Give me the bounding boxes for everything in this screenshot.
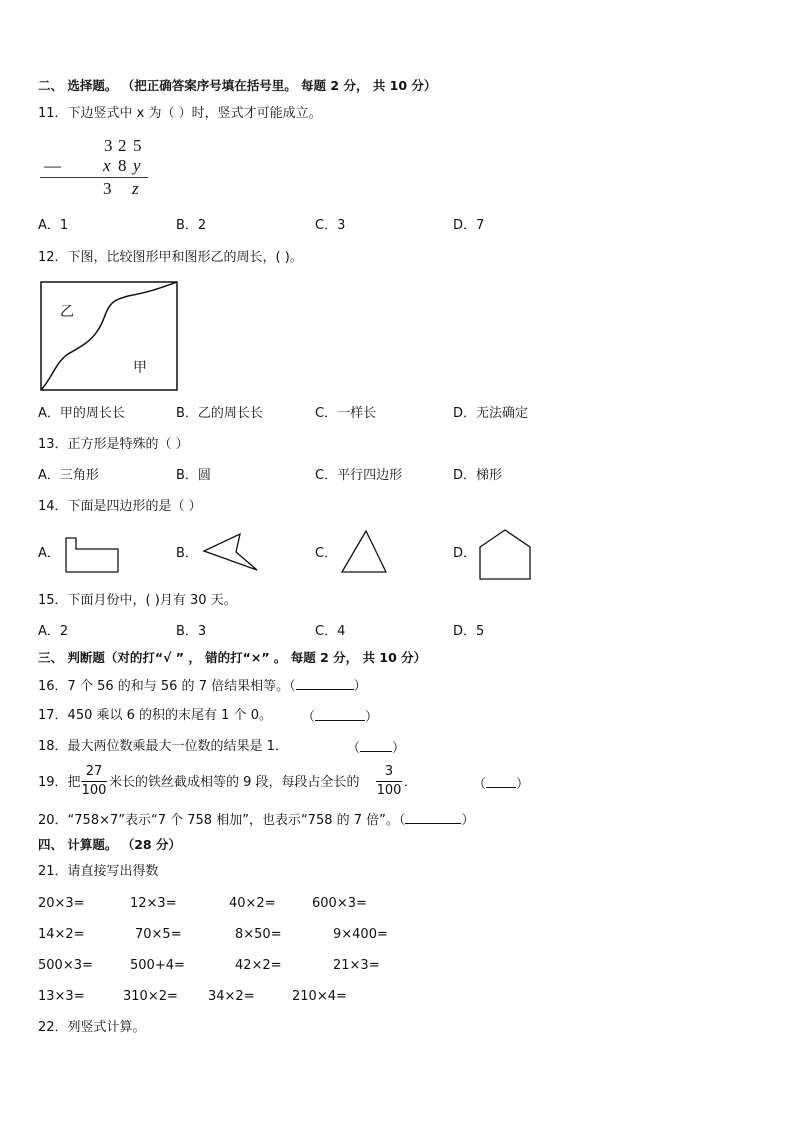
q21-r4-c2: 310×2= — [123, 989, 178, 1004]
q19-mid: 米长的铁丝截成相等的 9 段，每段占全长的 — [109, 775, 360, 790]
section-4-title: 四、 计算题。 （28 分） — [38, 837, 181, 852]
q18-text: 18．最大两位数乘最大一位数的结果是 1． — [38, 739, 288, 754]
q19-post: ． — [404, 775, 418, 790]
q16-line — [38, 677, 367, 695]
q22-stem: 22．列竖式计算。 — [38, 1020, 146, 1035]
q19-frac1-denominator: 100 — [81, 783, 107, 798]
q18-close-paren: ） — [392, 741, 406, 756]
q13-option-c[interactable]: C．平行四边形 — [315, 468, 403, 483]
q19-answer-blank[interactable] — [486, 775, 516, 788]
q14-option-b[interactable]: B． — [176, 546, 198, 561]
q21-r1-c2: 12×3= — [130, 896, 177, 911]
section-2-title: 二、 选择题。 （把正确答案序号填在括号里。 每题 2 分， 共 10 分） — [38, 78, 437, 93]
q19-fraction-3-100 — [376, 764, 402, 799]
q11-row2-8: 8 — [118, 156, 127, 175]
q19-frac2-numerator: 3 — [384, 764, 394, 779]
q20-close-paren: ） — [461, 813, 475, 828]
q21-r1-c4: 600×3= — [312, 896, 367, 911]
q15-stem: 15．下面月份中，( )月有 30 天。 — [38, 593, 237, 608]
q19-frac1-bar — [81, 781, 107, 782]
q11-row2-y: y — [133, 156, 141, 175]
q11-option-b[interactable]: B．2 — [176, 218, 207, 233]
q21-r2-c2: 70×5= — [135, 927, 182, 942]
q20-text: 20．“758×7”表示“7 个 758 相加”，也表示“758 的 7 倍”。（ — [38, 813, 406, 828]
q20-line — [38, 811, 474, 829]
q11-row3-3: 3 — [103, 179, 112, 198]
q12-option-a[interactable]: A．甲的周长长 — [38, 406, 125, 421]
q12-label-jia: 甲 — [133, 360, 147, 376]
q14-hexagon-l-shape — [66, 538, 118, 572]
q18-answer — [347, 739, 405, 757]
section-3-title: 三、 判断题（对的打“√ ” ， 错的打“×” 。 每题 2 分， 共 10 分） — [38, 650, 427, 665]
q21-r3-c2: 500+4= — [130, 958, 185, 973]
q12-label-yi: 乙 — [60, 304, 74, 320]
q11-stem: 11．下边竖式中 x 为（ ）时，竖式才可能成立。 — [38, 106, 322, 121]
q19-frac2-denominator: 100 — [376, 783, 402, 798]
q18-answer-blank[interactable] — [360, 739, 392, 752]
q14-concave-quadrilateral — [204, 534, 257, 570]
q13-option-a[interactable]: A．三角形 — [38, 468, 99, 483]
q21-r2-c1: 14×2= — [38, 927, 85, 942]
q17-open-paren: （ — [302, 710, 316, 725]
q21-r2-c3: 8×50= — [235, 927, 282, 942]
q19-open-paren: （ — [473, 777, 487, 792]
q14-option-a[interactable]: A． — [38, 546, 60, 561]
q21-r4-c4: 210×4= — [292, 989, 347, 1004]
q12-option-c[interactable]: C．一样长 — [315, 406, 377, 421]
q15-option-b[interactable]: B．3 — [176, 624, 207, 639]
q21-r4-c1: 13×3= — [38, 989, 85, 1004]
q14-option-d[interactable]: D． — [453, 546, 477, 561]
q11-option-d[interactable]: D．7 — [453, 218, 485, 233]
q21-r3-c4: 21×3= — [333, 958, 380, 973]
q11-row3-z: z — [132, 179, 139, 198]
q12-option-d[interactable]: D．无法确定 — [453, 406, 529, 421]
q11-minus-sign: — — [44, 156, 61, 175]
q16-close-paren: ） — [353, 679, 367, 694]
q21-stem: 21．请直接写出得数 — [38, 864, 159, 879]
q19-answer — [473, 775, 529, 793]
q15-option-a[interactable]: A．2 — [38, 624, 69, 639]
q21-r1-c3: 40×2= — [229, 896, 276, 911]
q13-option-d[interactable]: D．梯形 — [453, 468, 503, 483]
q11-option-a[interactable]: A．1 — [38, 218, 69, 233]
q21-r3-c3: 42×2= — [235, 958, 282, 973]
q11-option-c[interactable]: C．3 — [315, 218, 346, 233]
q14-option-c[interactable]: C． — [315, 546, 338, 561]
q13-option-b[interactable]: B．圆 — [176, 468, 211, 483]
q17-answer-blank[interactable] — [315, 708, 365, 721]
q16-answer-blank[interactable] — [296, 677, 354, 690]
q11-row1-d2: 2 — [118, 136, 127, 155]
q16-text: 16．7 个 56 的和与 56 的 7 倍结果相等。（ — [38, 679, 296, 694]
q19-frac1-numerator: 27 — [85, 764, 103, 779]
q17-answer — [302, 708, 378, 726]
q11-row2-x: x — [103, 156, 111, 175]
q21-r1-c1: 20×3= — [38, 896, 85, 911]
q11-row1-d1: 3 — [104, 136, 113, 155]
q14-triangle — [342, 531, 386, 572]
q17-text: 17．450 乘以 6 的积的末尾有 1 个 0。 — [38, 708, 272, 723]
q11-row1-d3: 5 — [133, 136, 142, 155]
q17-close-paren: ） — [365, 710, 379, 725]
q19-frac2-bar — [376, 781, 402, 782]
q19-pre: 19．把 — [38, 775, 81, 790]
q14-pentagon — [480, 530, 530, 579]
q12-option-b[interactable]: B．乙的周长长 — [176, 406, 263, 421]
q13-stem: 13．正方形是特殊的（ ） — [38, 437, 189, 452]
q19-fraction-27-100 — [81, 764, 107, 799]
q15-option-c[interactable]: C．4 — [315, 624, 346, 639]
q20-answer-blank[interactable] — [405, 811, 461, 824]
q15-option-d[interactable]: D．5 — [453, 624, 485, 639]
q21-r4-c3: 34×2= — [208, 989, 255, 1004]
q14-stem: 14．下面是四边形的是（ ） — [38, 499, 202, 514]
q19-close-paren: ） — [516, 777, 530, 792]
q21-r2-c4: 9×400= — [333, 927, 388, 942]
q12-stem: 12．下图，比较图形甲和图形乙的周长，( )。 — [38, 250, 303, 265]
q21-r3-c1: 500×3= — [38, 958, 93, 973]
q18-open-paren: （ — [347, 741, 361, 756]
